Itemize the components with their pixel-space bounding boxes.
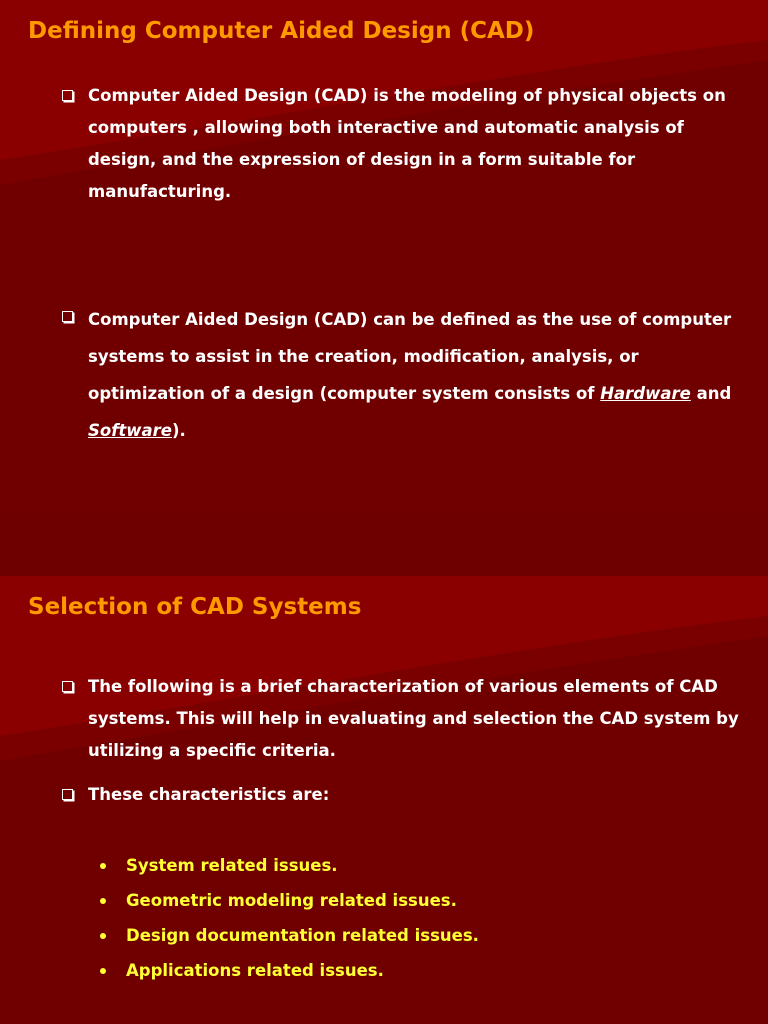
bullet-dot-icon — [100, 968, 106, 974]
paragraph-text-part: ). — [172, 421, 186, 440]
list-item — [98, 953, 479, 988]
checkbox-bullet-icon — [62, 311, 73, 322]
selection-paragraph-1 — [62, 671, 742, 767]
checkbox-bullet-icon — [62, 90, 73, 101]
slide-cad-selection — [0, 576, 768, 1024]
paragraph-text-part: Computer Aided Design (CAD) can be defined as the use of computer systems to assist in the creation, modification, analysis, or optimization of a design (computer system consists of — [88, 310, 732, 403]
list-item-text: Geometric modeling related issues. — [126, 891, 457, 910]
list-item-text: Applications related issues. — [126, 961, 384, 980]
slide-title: Selection of CAD Systems — [28, 594, 362, 620]
slide-title: Defining Computer Aided Design (CAD) — [28, 18, 535, 44]
list-item — [98, 848, 479, 883]
bullet-dot-icon — [100, 898, 106, 904]
list-item — [98, 918, 479, 953]
checkbox-bullet-icon — [62, 789, 73, 800]
hardware-link[interactable]: Hardware — [600, 384, 691, 403]
selection-paragraph-2 — [62, 779, 742, 811]
list-item-text: Design documentation related issues. — [126, 926, 479, 945]
definition-paragraph-2 — [62, 301, 742, 449]
checkbox-bullet-icon — [62, 681, 73, 692]
list-item-text: System related issues. — [126, 856, 338, 875]
paragraph-text — [88, 301, 742, 449]
paragraph-text: Computer Aided Design (CAD) is the modeling of physical objects on computers , allowing both interactive and automatic analysis of design, and the expression of design in a form suitable for manufacturing. — [88, 86, 726, 201]
definition-paragraph-1 — [62, 80, 742, 208]
slide-separator — [0, 512, 768, 576]
paragraph-text-part: and — [690, 384, 732, 403]
software-link[interactable]: Software — [88, 421, 172, 440]
list-item — [98, 883, 479, 918]
bullet-dot-icon — [100, 933, 106, 939]
characteristics-list — [98, 848, 479, 988]
bullet-dot-icon — [100, 863, 106, 869]
paragraph-text: The following is a brief characterization of various elements of CAD systems. This will help in evaluating and selection the CAD system by utilizing a specific criteria. — [88, 677, 739, 760]
paragraph-text: These characteristics are: — [88, 785, 330, 804]
